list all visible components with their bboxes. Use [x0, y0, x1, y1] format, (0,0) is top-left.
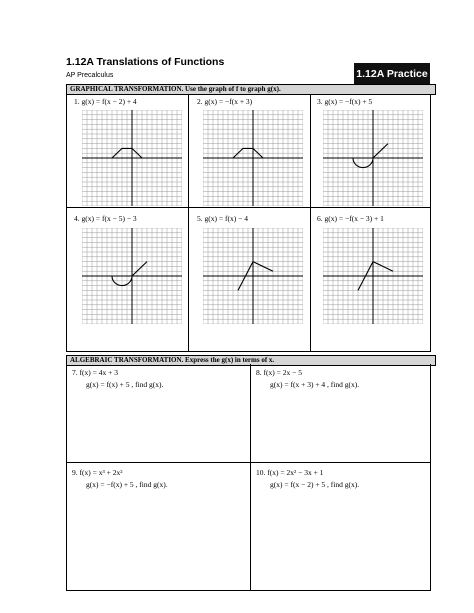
problem-7-given: 7. f(x) = 4x + 3 [72, 368, 118, 377]
page-title: 1.12A Translations of Functions [66, 56, 225, 68]
course-name: AP Precalculus [66, 72, 114, 79]
problem-10-task: g(x) = f(x − 2) + 5 , find g(x). [270, 480, 360, 489]
graph-5 [203, 228, 303, 324]
problem-8-task: g(x) = f(x + 3) + 4 , find g(x). [270, 380, 360, 389]
problem-3-label: 3. g(x) = −f(x) + 5 [317, 97, 373, 106]
graphical-heading: GRAPHICAL TRANSFORMATION. Use the graph of f to graph g(x). [66, 84, 436, 95]
problem-10-given: 10. f(x) = 2x² − 3x + 1 [256, 468, 324, 477]
problem-8-given: 8. f(x) = 2x − 5 [256, 368, 302, 377]
graph-6 [323, 228, 423, 324]
graph-4 [82, 228, 182, 324]
practice-badge: 1.12A Practice [354, 63, 430, 84]
algebraic-heading: ALGEBRAIC TRANSFORMATION. Express the g(x) in terms of x. [66, 355, 436, 366]
problem-9-task: g(x) = −f(x) + 5 , find g(x). [86, 480, 168, 489]
problem-2-label: 2. g(x) = −f(x + 3) [197, 97, 253, 106]
problem-4-label: 4. g(x) = f(x − 5) − 3 [74, 214, 137, 223]
problem-9-given: 9. f(x) = x³ + 2x² [72, 468, 123, 477]
graph-1 [82, 110, 182, 206]
problem-7-task: g(x) = f(x) + 5 , find g(x). [86, 380, 164, 389]
algebra-problems-grid [66, 364, 431, 591]
graph-3 [323, 110, 423, 206]
problem-1-label: 1. g(x) = f(x − 2) + 4 [74, 97, 137, 106]
problem-6-label: 6. g(x) = −f(x − 3) + 1 [317, 214, 384, 223]
graph-2 [203, 110, 303, 206]
problem-5-label: 5. g(x) = f(x) − 4 [197, 214, 248, 223]
